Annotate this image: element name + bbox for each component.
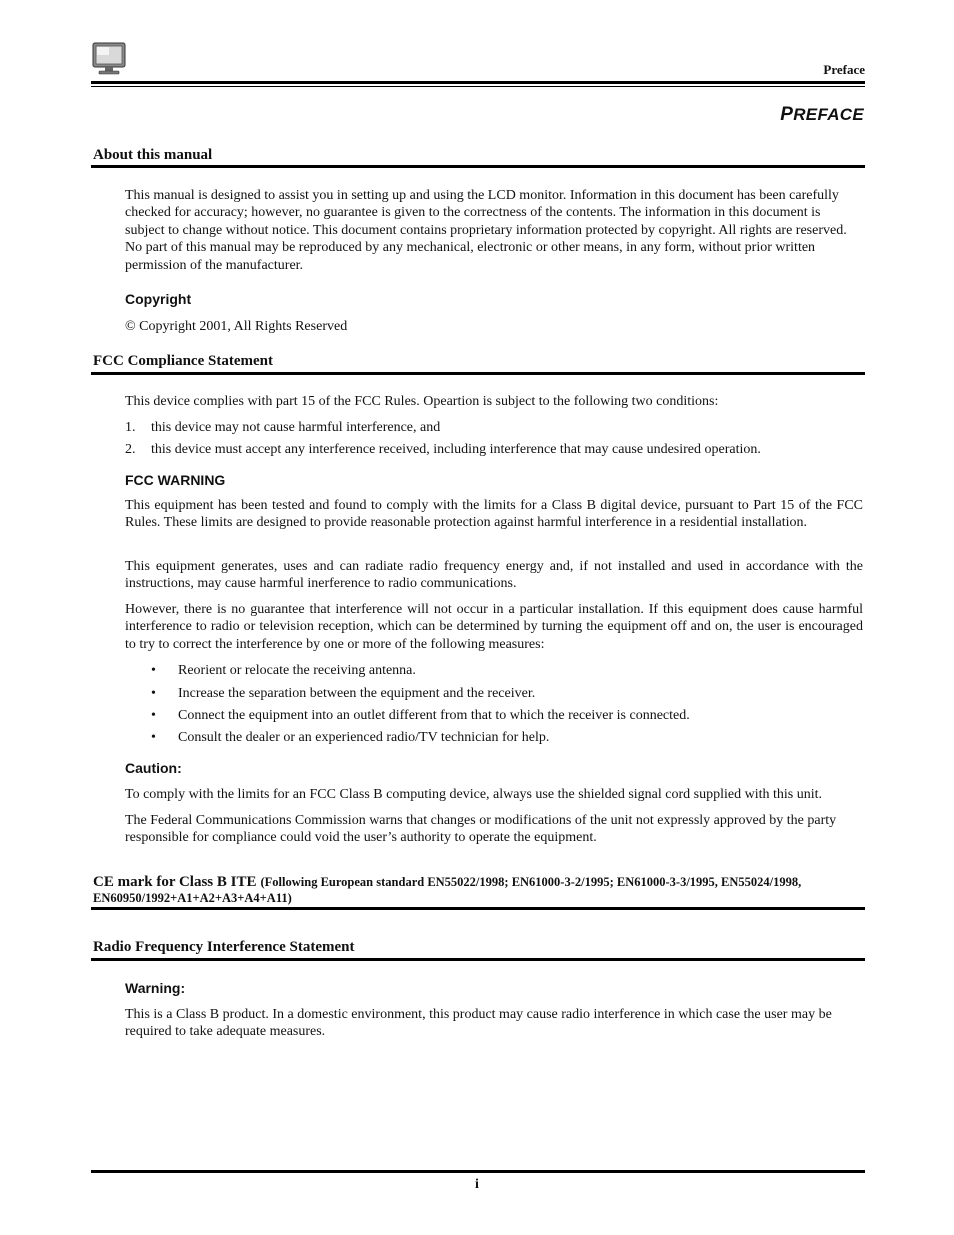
bullet-glyph: • (151, 708, 156, 723)
copyright-text: © Copyright 2001, All Rights Reserved (125, 319, 348, 334)
header-divider-thin (91, 86, 865, 87)
section-divider (91, 907, 865, 910)
rfi-warning-text: This is a Class B product. In a domestic environment, this product may cause radio interference in which case the user may be required to take adequate measures. (125, 1007, 832, 1040)
ce-heading-title: CE mark for Class B ITE (93, 874, 257, 890)
section-divider (91, 958, 865, 961)
fcc-heading: FCC Compliance Statement (93, 353, 273, 369)
list-number: 2. (125, 442, 136, 457)
fcc-intro: This device complies with part 15 of the FCC Rules. Opeartion is subject to the following two conditions: (125, 394, 719, 409)
list-text: Reorient or relocate the receiving antenna. (178, 663, 416, 678)
section-divider (91, 165, 865, 168)
about-paragraph: This manual is designed to assist you in setting up and using the LCD monitor. Information in this document has been carefully checked for accuracy; however, no guarantee is given to the correctness of the contents. The information in this document is subject to change without notice. This document contains proprietary information protected by copyright. All rights are reserved. No part of this manual may be reproduced by any mechanical, electronic or other means, in any form, without prior written permission of the manufacturer. (125, 188, 847, 273)
header-divider (91, 81, 865, 84)
title-rest: REFACE (793, 105, 864, 124)
section-divider (91, 372, 865, 375)
bullet-glyph: • (151, 730, 156, 745)
list-text: Increase the separation between the equipment and the receiver. (178, 686, 536, 701)
list-number: 1. (125, 420, 136, 435)
running-header: Preface (823, 62, 865, 77)
list-text: this device must accept any interference received, including interference that may cause undesired operation. (151, 442, 761, 457)
lcd-monitor-icon (91, 42, 127, 76)
fcc-warning-paragraph-1: This equipment has been tested and found to comply with the limits for a Class B digital device, pursuant to Part 15 of the FCC Rules. These limits are designed to provide reasonable protection against harmful interference in a residential installation. (125, 498, 863, 531)
copyright-heading: Copyright (125, 291, 192, 307)
footer-divider (91, 1170, 865, 1173)
chapter-title (780, 104, 864, 126)
fcc-warning-paragraph-3: However, there is no guarantee that interference will not occur in a particular installation. If this equipment does cause harmful interference to radio or television reception, which can be determined by turning the equipment off and on, the user is encouraged to try to correct the interference by one or more of the following measures: (125, 602, 863, 652)
title-initial: P (780, 104, 794, 125)
rfi-warning-heading: Warning: (125, 980, 186, 996)
about-heading: About this manual (93, 147, 213, 163)
fcc-warning-heading: FCC WARNING (125, 472, 226, 488)
list-text: this device may not cause harmful interference, and (151, 420, 441, 435)
bullet-glyph: • (151, 663, 156, 678)
fcc-warning-paragraph-2: This equipment generates, uses and can radiate radio frequency energy and, if not installed and used in accordance with the instructions, may cause harmful inerference to radio communications. (125, 559, 863, 592)
bullet-glyph: • (151, 686, 156, 701)
list-text: Consult the dealer or an experienced radio/TV technician for help. (178, 730, 550, 745)
page-number: i (475, 1177, 479, 1192)
rfi-heading: Radio Frequency Interference Statement (93, 939, 355, 955)
ce-heading-standards: (Following European standard EN55022/1998; EN61000-3-2/1995; EN61000-3-3/1995, EN55024/1998, EN60950/1992+A1+A2+A3+A4+A11) (93, 875, 802, 905)
ce-heading (93, 874, 865, 906)
caution-paragraph-2: The Federal Communications Commission warns that changes or modifications of the unit not expressly approved by the party responsible for compliance could void the user’s authority to operate the equipment. (125, 813, 837, 846)
list-text: Connect the equipment into an outlet different from that to which the receiver is connected. (178, 708, 690, 723)
caution-paragraph-1: To comply with the limits for an FCC Class B computing device, always use the shielded signal cord supplied with this unit. (125, 787, 822, 802)
caution-heading: Caution: (125, 760, 182, 776)
